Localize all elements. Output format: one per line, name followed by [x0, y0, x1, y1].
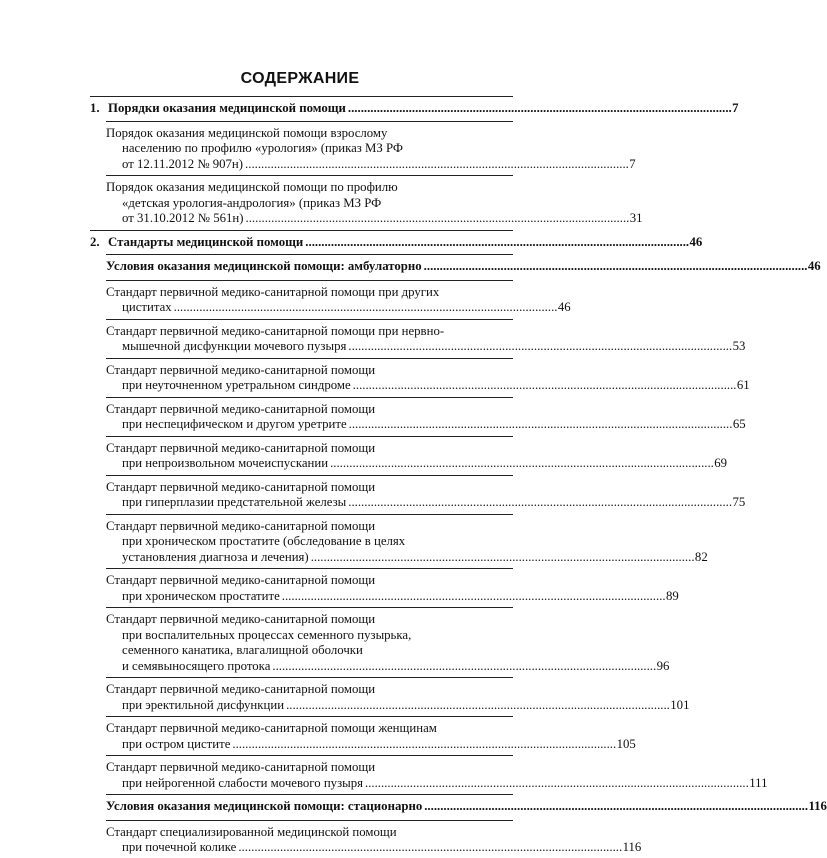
leader-dots	[365, 776, 747, 790]
leader-dots	[348, 339, 730, 353]
entry-text: Стандарт первичной медико-санитарной помощи	[106, 479, 376, 494]
entry-text: при хроническом простатите	[122, 588, 280, 603]
leader-dots	[232, 737, 614, 751]
entry-text: при остром цистите	[122, 736, 231, 751]
entry-text: Стандарт первичной медико-санитарной помощи женщинам	[106, 721, 437, 735]
group-title: Условия оказания медицинской помощи: стационарно	[106, 799, 423, 813]
entry-text: Стандарт специализированной медицинской помощи	[106, 824, 397, 839]
page-number: 105	[616, 736, 636, 751]
entry-text: при нейрогенной слабости мочевого пузыря	[122, 775, 364, 790]
toc-item[interactable]	[90, 821, 642, 858]
leader-dots	[282, 589, 664, 603]
leader-dots	[330, 456, 712, 470]
entry-text: Стандарт первичной медико-санитарной помощи	[106, 362, 376, 377]
page-number: 89	[666, 588, 679, 603]
page-number: 53	[732, 339, 746, 353]
entry-text: Порядок оказания медицинской помощи взрослому	[106, 125, 388, 140]
toc-item[interactable]	[90, 515, 708, 568]
entry-text: Порядок оказания медицинской помощи по профилю	[106, 180, 398, 194]
leader-dots	[174, 300, 556, 314]
page-number: 46	[557, 300, 571, 314]
page-number: 96	[656, 658, 670, 673]
leader-dots	[238, 840, 620, 854]
toc-item[interactable]	[90, 281, 571, 318]
entry-text: при эректильной дисфункции	[122, 697, 285, 712]
entry-text: семенного канатика, влагалищной оболочки	[122, 643, 363, 657]
entry-text: Стандарт первичной медико-санитарной помощи при других	[106, 284, 440, 299]
section-title: Порядки оказания медицинской помощи	[108, 101, 346, 115]
leader-dots	[353, 378, 735, 392]
toc-section-2[interactable]	[90, 231, 703, 254]
toc-item[interactable]	[90, 122, 636, 175]
page-number: 65	[732, 417, 746, 431]
leader-dots	[424, 259, 806, 275]
table-of-contents	[90, 96, 827, 858]
page-number: 46	[689, 234, 703, 249]
toc-item[interactable]	[90, 476, 746, 513]
entry-text: при почечной колике	[122, 840, 237, 854]
entry-text: при воспалительных процессах семенного пузырька,	[122, 627, 412, 642]
leader-dots	[305, 235, 687, 251]
leader-dots	[311, 550, 693, 564]
entry-text: и семявыносящего протока	[122, 658, 271, 673]
entry-text: населению по профилю «урология» (приказ МЗ РФ	[122, 141, 404, 155]
toc-item[interactable]	[90, 756, 768, 793]
toc-item[interactable]	[90, 678, 690, 715]
page-number: 61	[736, 378, 750, 392]
entry-text: Стандарт первичной медико-санитарной помощи	[106, 573, 376, 587]
leader-dots	[424, 799, 806, 815]
toc-group-inpatient[interactable]	[90, 795, 827, 819]
page-number: 7	[629, 156, 636, 171]
entry-text: установления диагноза и лечения)	[122, 549, 309, 564]
section-number: 2.	[90, 234, 100, 249]
entry-text: Стандарт первичной медико-санитарной помощи	[106, 440, 376, 455]
entry-text: циститах	[122, 300, 172, 314]
toc-item[interactable]	[90, 398, 746, 435]
leader-dots	[348, 101, 730, 117]
page-number: 69	[714, 456, 728, 470]
page-number: 116	[808, 799, 827, 813]
leader-dots	[246, 211, 628, 225]
leader-dots	[272, 659, 654, 673]
entry-text: «детская урология-андрология» (приказ МЗ РФ	[122, 195, 382, 210]
toc-section-1[interactable]	[90, 97, 739, 120]
page-number: 111	[749, 775, 768, 790]
entry-text: мышечной дисфункции мочевого пузыря	[122, 339, 347, 353]
toc-item[interactable]	[90, 608, 670, 676]
entry-text: при гиперплазии предстательной железы	[122, 495, 347, 509]
toc-item[interactable]	[90, 176, 643, 229]
leader-dots	[348, 495, 730, 509]
entry-text: от 12.11.2012 № 907н)	[122, 156, 244, 171]
toc-item[interactable]	[90, 437, 728, 474]
entry-text: при хроническом простатите (обследование в целях	[122, 534, 406, 548]
page-number: 116	[622, 840, 642, 854]
page-title: СОДЕРЖАНИЕ	[240, 70, 360, 87]
group-title: Условия оказания медицинской помощи: амбулаторно	[106, 259, 422, 273]
entry-text: Стандарт первичной медико-санитарной помощи	[106, 518, 376, 533]
section-number: 1.	[90, 101, 100, 115]
page-number: 7	[732, 101, 739, 115]
toc-group-outpatient[interactable]	[90, 255, 821, 279]
entry-text: Стандарт первичной медико-санитарной помощи	[106, 401, 376, 416]
toc-item[interactable]	[90, 320, 746, 357]
toc-item[interactable]	[90, 569, 679, 606]
page-number: 75	[732, 495, 746, 509]
leader-dots	[349, 417, 731, 431]
toc-item[interactable]	[90, 359, 750, 396]
leader-dots	[286, 698, 668, 712]
page-number: 101	[670, 697, 690, 712]
entry-text: при непроизвольном мочеиспускании	[122, 456, 329, 470]
entry-text: Стандарт первичной медико-санитарной помощи	[106, 612, 376, 626]
entry-text: Стандарт первичной медико-санитарной помощи	[106, 682, 376, 696]
section-title: Стандарты медицинской помощи	[108, 234, 304, 249]
entry-text: при неуточненном уретральном синдроме	[122, 378, 351, 392]
page-number: 46	[807, 259, 821, 273]
entry-text: при неспецифическом и другом уретрите	[122, 417, 347, 431]
leader-dots	[245, 157, 627, 171]
page-number: 31	[629, 211, 643, 225]
toc-item[interactable]	[90, 717, 636, 754]
entry-text: Стандарт первичной медико-санитарной помощи	[106, 760, 376, 774]
entry-text: Стандарт первичной медико-санитарной помощи при нервно-	[106, 323, 445, 338]
page-number: 82	[694, 549, 708, 564]
entry-text: от 31.10.2012 № 561н)	[122, 211, 244, 225]
